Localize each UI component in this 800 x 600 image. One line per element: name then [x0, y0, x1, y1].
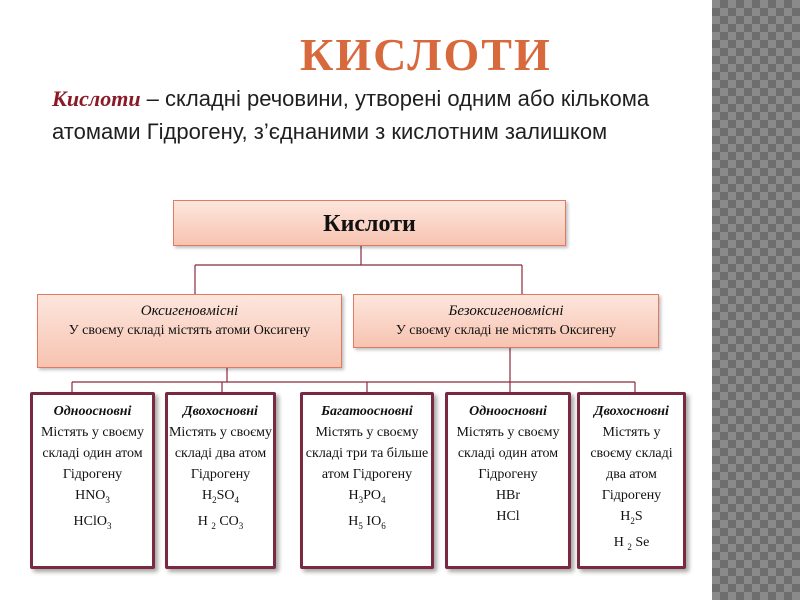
leaf-title: Двохосновні — [594, 404, 669, 419]
category-description: У своєму складі містять атоми Оксигену — [68, 323, 311, 338]
leaf-title: Двохосновні — [183, 404, 258, 419]
formula: $H_5$ $IO_6$ — [348, 513, 386, 531]
leaf-description: Містять у своєму складі три та більше атом Гідрогену — [305, 425, 429, 482]
formula: HClO$_3$ — [73, 513, 112, 531]
leaf-title: Одноосновні — [53, 404, 132, 419]
formula: $H_2SO_4$ — [201, 488, 240, 505]
leaf-description: Містять у своєму складі один атом Гідрогену — [456, 425, 560, 482]
oxygen-dibasic-box — [165, 392, 276, 569]
slide-title: КИСЛОТИ — [300, 29, 552, 80]
category-title: Безоксигеновмісні — [448, 303, 564, 319]
leaf-description: Містять у своєму складі два атом Гідрогену — [168, 425, 273, 482]
formula: $HNO_3$ — [75, 488, 110, 505]
category-description: У своєму складі не містять Оксигену — [395, 323, 617, 338]
formula: $H_3PO_4$ — [348, 488, 386, 505]
formula: H $_2$ Se — [613, 534, 650, 552]
definition-term: Кислоти — [52, 86, 141, 111]
oxygen-monobasic-box — [30, 392, 155, 569]
definition-text: – складні речовини, утворені одним або кількома атомами Гідрогену, з’єднаними з кислотним залишком — [52, 86, 650, 144]
formula: $H_2S$ — [620, 509, 643, 526]
nonoxygen-dibasic-box — [577, 392, 686, 569]
nonoxygen-acids-box — [353, 294, 659, 348]
formula: H $_2$ $CO_3$ — [197, 513, 244, 531]
diagram-root-box: Кислоти — [173, 200, 566, 246]
oxygen-polybasic-box — [300, 392, 434, 569]
category-title: Оксигеновмісні — [140, 303, 239, 319]
leaf-description: Містять у своєму складі один атом Гідрогену — [40, 425, 145, 482]
formula: HCl — [496, 509, 520, 524]
leaf-title: Одноосновні — [469, 404, 547, 419]
leaf-description: Містять у своєму складі два атом Гідрогену — [590, 425, 673, 503]
leaf-title: Багатоосновні — [321, 404, 413, 419]
nonoxygen-monobasic-box — [445, 392, 571, 569]
formula: HBr — [495, 488, 521, 503]
oxygen-acids-box — [37, 294, 342, 368]
